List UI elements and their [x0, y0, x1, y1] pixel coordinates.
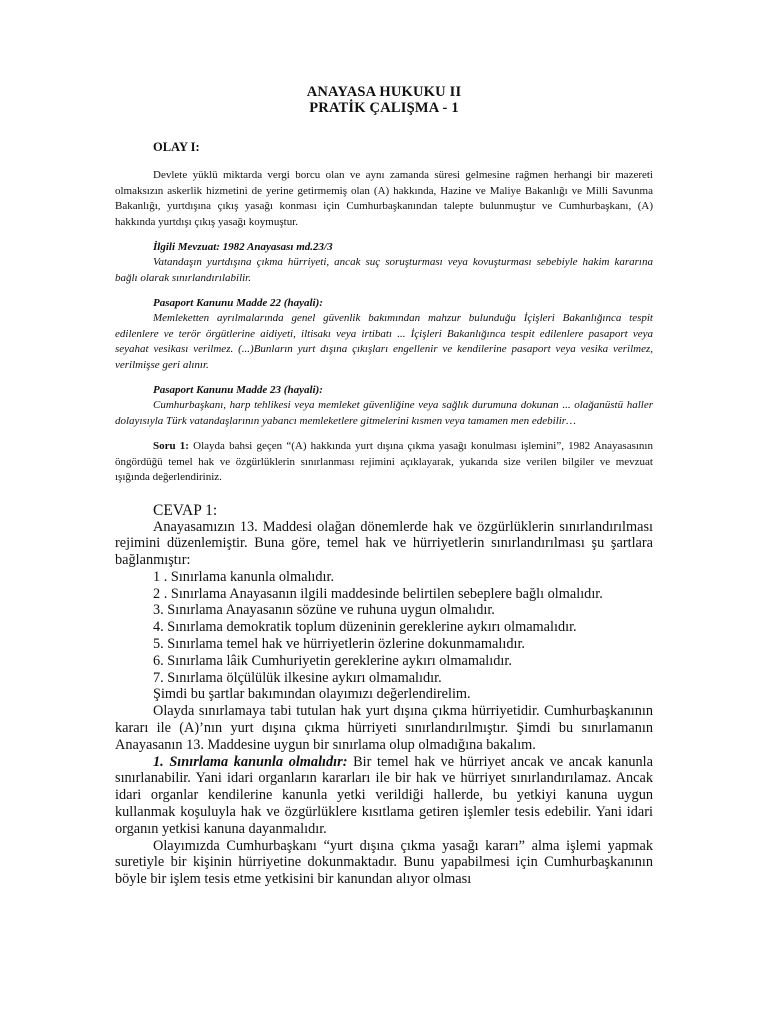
cevap-intro: Anayasamızın 13. Maddesi olağan dönemlerde hak ve özgürlüklerin sınırlandırılması rejimini düzenlemiştir. Buna göre, temel hak ve hürriyetlerin sınırlandırılması şu şartlara bağlanmıştır: [115, 518, 653, 569]
olayda-paragraph: Olayda sınırlamaya tabi tutulan hak yurt dışına çıkma hürriyetidir. Cumhurbaşkanının kararı ile (A)’nın yurt dışına çıkma hürriyeti sınırlandırılmıştır. Şimdi bu sınırlamanın Anayasanın 13. Maddesine uygun bir sınırlama olup olmadığına bakalım. [115, 703, 653, 753]
title-line-2: PRATİK ÇALIŞMA - 1 [309, 100, 459, 116]
soru-text: Olayda bahsi geçen “(A) hakkında yurt dışına çıkma yasağı konulması işlemini”, 1982 Anayasasının öngördüğü temel hak ve özgürlüklerin sınırlanması rejimini açıklayarak, yukarıda size verilen bilgiler ve mevzuat ışığında değerlendiriniz. [115, 440, 653, 483]
list-item: 1 . Sınırlama kanunla olmalıdır. [153, 568, 335, 585]
conditions-list [115, 569, 653, 687]
olay-label: OLAY I: [153, 140, 200, 154]
list-item: 5. Sınırlama temel hak ve hürriyetlerin özlerine dokunmamalıdır. [153, 636, 526, 653]
soru-paragraph [115, 439, 653, 486]
list-item: 6. Sınırlama lâik Cumhuriyetin gereklerine aykırı olmamalıdır. [153, 652, 512, 669]
document-page [115, 84, 653, 888]
cevap-heading: CEVAP 1: [153, 501, 218, 519]
mevzuat-1-body: Vatandaşın yurtdışına çıkma hürriyeti, ancak suç soruşturması veya kovuşturması sebebiyle hakim kararına bağlı olarak sınırlandırılabilir. [115, 256, 653, 284]
kanun-text: Bir temel hak ve hürriyet ancak ve ancak kanunla sınırlanabilir. Yani idari organların kararları ile bir hak ve hürriyet sınırlandırılamaz. Ancak idari organlar kendilerine kanunla yetki verildiği hallerde, bu yetkiyi kanuna uygun kullanmak koşuluyla hak ve özgürlüklere kısıtlama getiren işlemler tesis edebilir. Yani idari organın yetkisi kanuna dayanmalıdır. [115, 753, 653, 837]
olay-text: Devlete yüklü miktarda vergi borcu olan ve aynı zamanda süresi gelmesine rağmen herhangi bir mazereti olmaksızın askerlik hizmetini de yerine getirmemiş olan (A) hakkında, Hazine ve Maliye Bakanlığı ve Milli Savunma Bakanlığı, yurtdışına çıkış yasağı konması için Cumhurbaşkanından talepte bulunmuştur ve Cumhurbaşkanı, (A) hakkında yurtdışı çıkış yasağı koymuştur. [115, 169, 653, 228]
soru-label: Soru 1: [153, 440, 189, 452]
simdi-line: Şimdi bu şartlar bakımından olayımızı değerlendirelim. [153, 686, 471, 703]
list-item: 2 . Sınırlama Anayasanın ilgili maddesinde belirtilen sebeplere bağlı olmalıdır. [153, 585, 603, 602]
list-item: 3. Sınırlama Anayasanın sözüne ve ruhuna uygun olmalıdır. [153, 602, 495, 619]
kanun-label: 1. Sınırlama kanunla olmalıdır: [153, 753, 348, 770]
mevzuat-3-body: Cumhurbaşkanı, harp tehlikesi veya memleket güvenliğine veya sağlık durumuna dokunan ... olağanüstü haller dolayısıyla Türk vatandaşlarının yabancı memleketlere gitmelerini kısmen veya tamamen men edebilir… [115, 399, 653, 427]
kanun-paragraph [115, 754, 653, 838]
mevzuat-3-heading: Pasaport Kanunu Madde 23 (hayali): [153, 384, 323, 396]
mevzuat-2-body: Memleketten ayrılmalarında genel güvenlik bakımından mahzur bulunduğu İçişleri Bakanlığınca tespit edilenlere ve terör örgütlerine aidiyeti, iltisakı veya irtibatı ... İçişleri Bakanlığınca tespit edilenlere pasaport veya seyahat vesikası verilmez. (...)Bunların yurt dışına çıkışları engellenir ve kendilerine pasaport veya vesika verilmez, verilmişse geri alınır. [115, 312, 653, 371]
title-line-1: ANAYASA HUKUKU II [306, 84, 462, 100]
list-item: 4. Sınırlama demokratik toplum düzeninin gereklerine aykırı olmamalıdır. [153, 619, 577, 636]
list-item: 7. Sınırlama ölçülülük ilkesine aykırı olmamalıdır. [153, 669, 442, 686]
mevzuat-1-heading: İlgili Mevzuat: 1982 Anayasası md.23/3 [153, 241, 333, 253]
son-paragraph: Olayımızda Cumhurbaşkanı “yurt dışına çıkma yasağı kararı” alma işlemi yapmak suretiyle bir kişinin hürriyetine dokunmaktadır. Bunu yapabilmesi için Cumhurbaşkanının böyle bir işlem tesis etme yetkisini bir kanundan alıyor olması [115, 837, 653, 888]
mevzuat-2-heading: Pasaport Kanunu Madde 22 (hayali): [153, 297, 323, 309]
